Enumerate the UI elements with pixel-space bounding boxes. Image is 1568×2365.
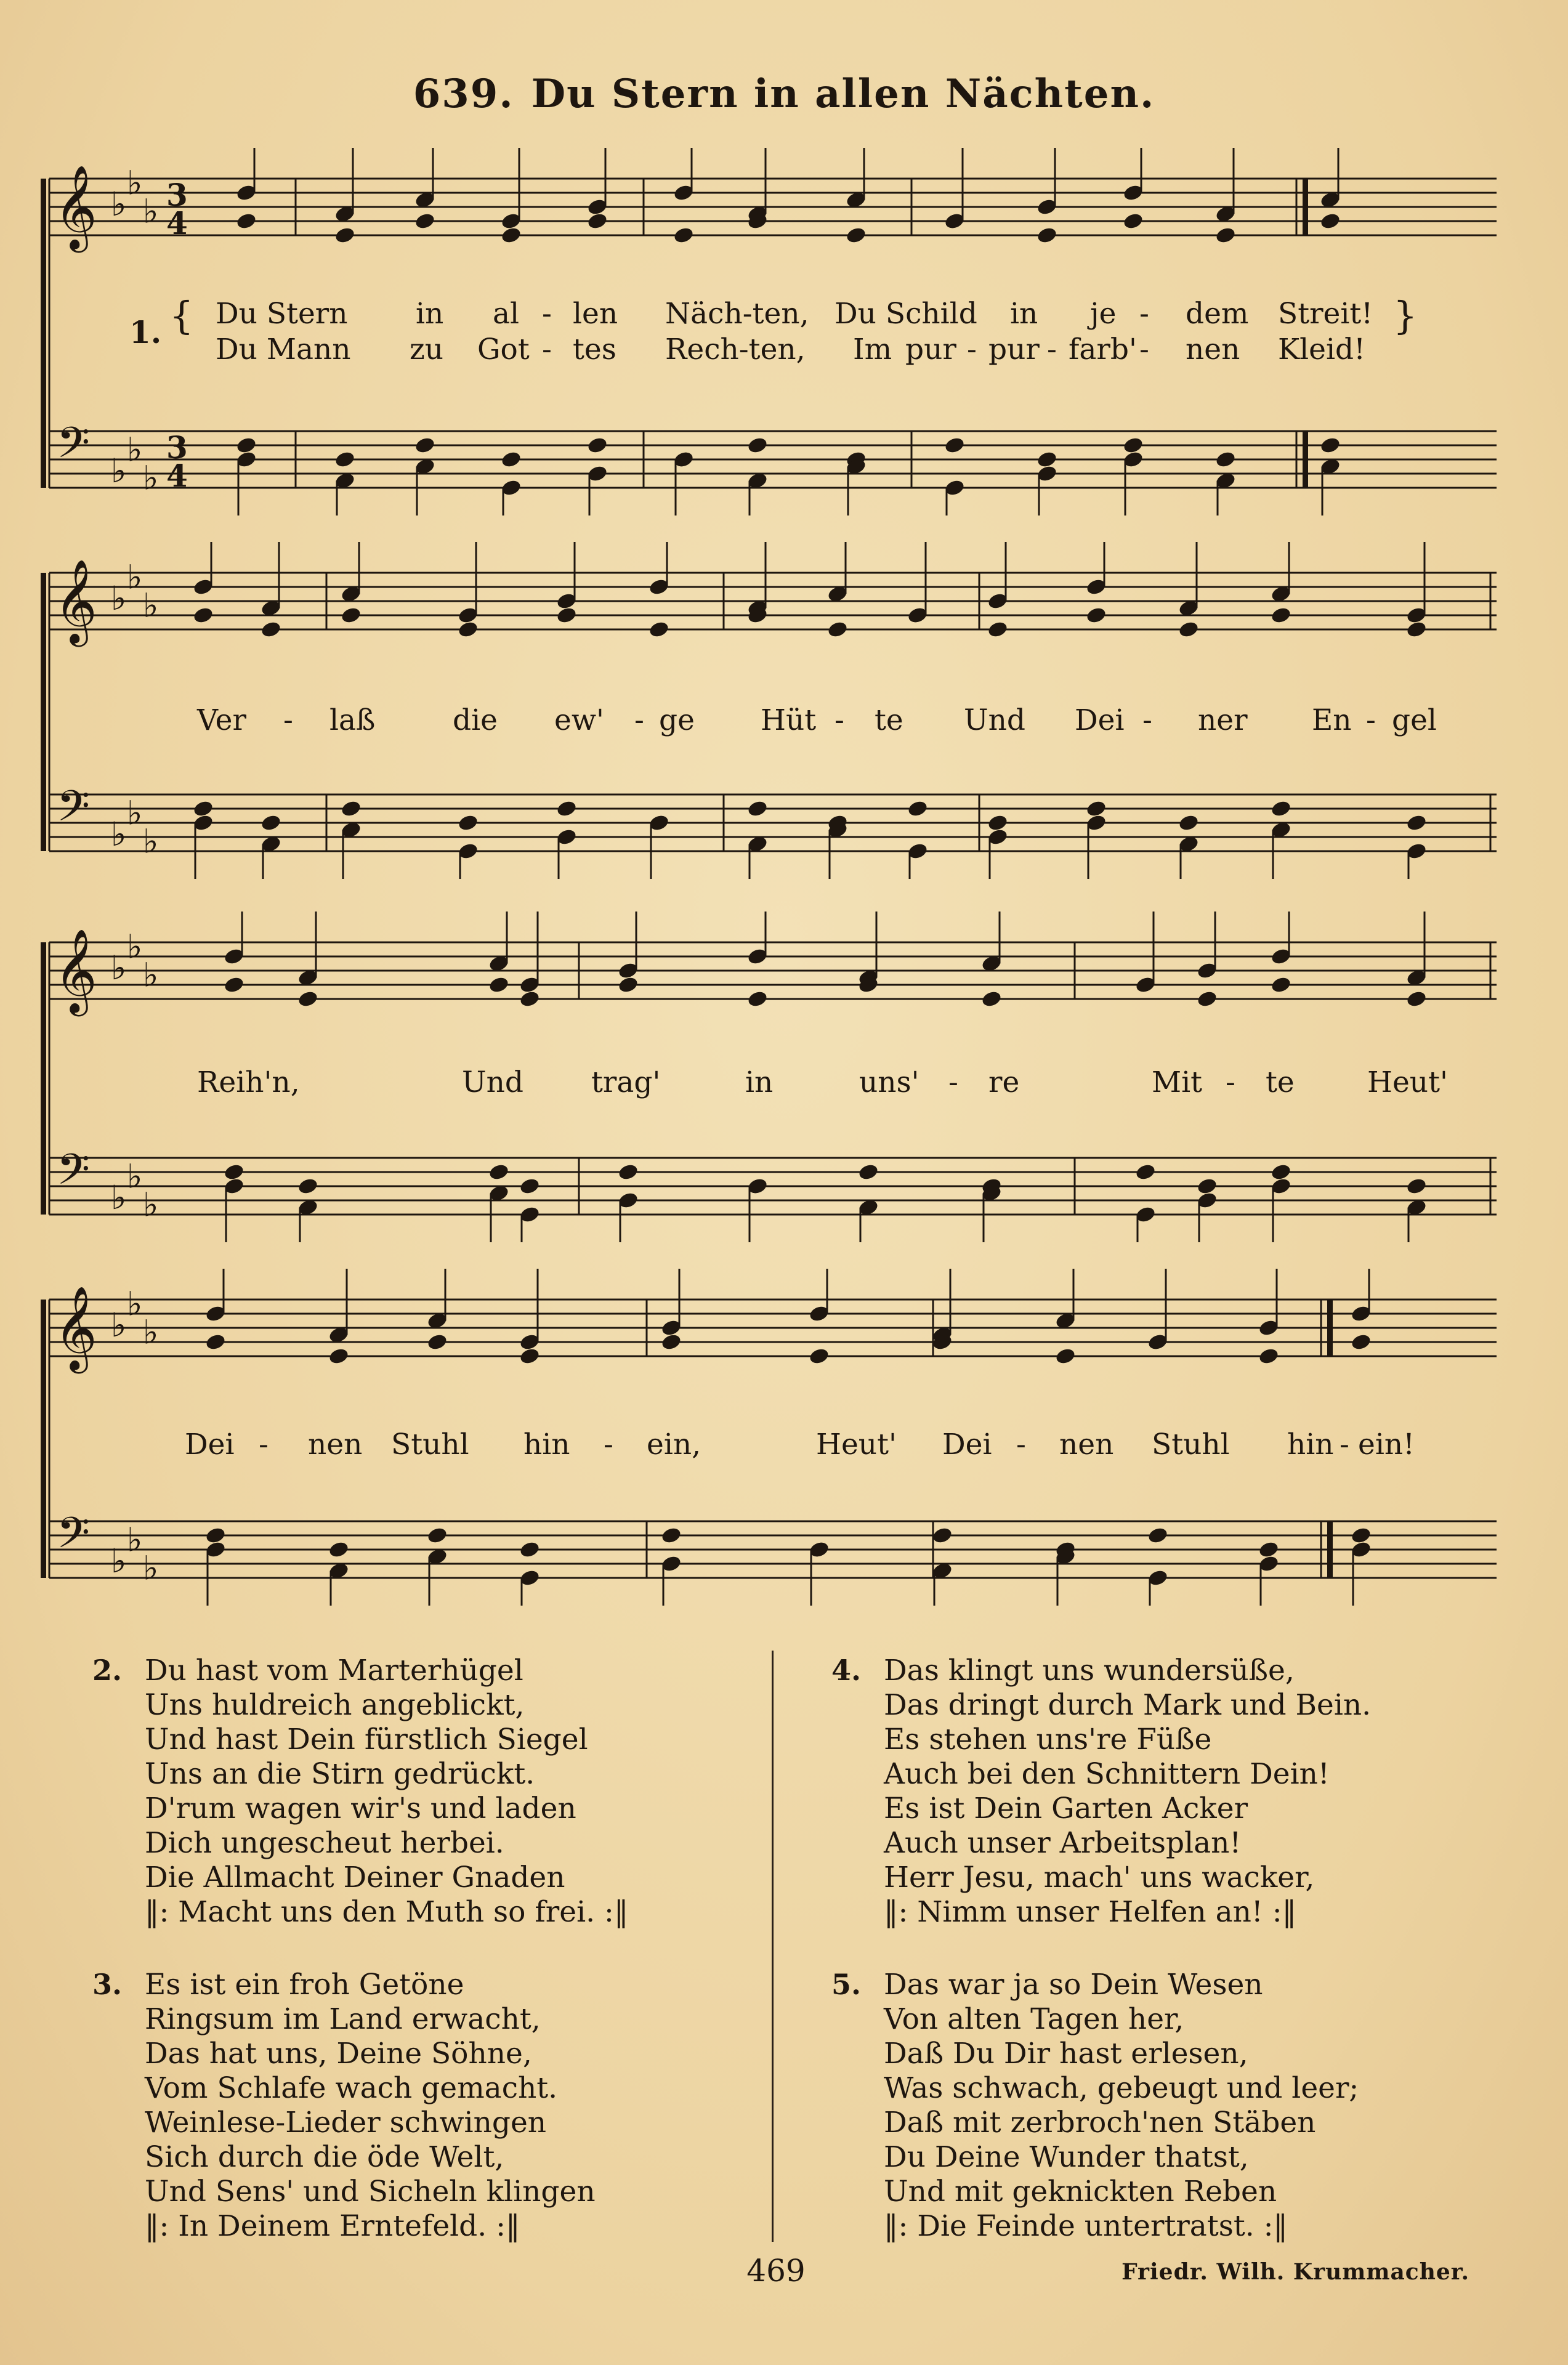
stanza-line: Ringsum im Land erwacht, (145, 2002, 541, 2036)
note-head (1122, 212, 1144, 231)
lyric-syllable: Dei (942, 1428, 992, 1461)
note-head (457, 620, 479, 639)
flat-icon: ♭ (111, 451, 127, 490)
lyric-syllable: farb' (1069, 333, 1137, 366)
system-bracket (41, 573, 46, 851)
lyric-syllable: tes (573, 333, 616, 366)
flat-icon: ♭ (143, 586, 159, 625)
note-head (1085, 799, 1107, 819)
stanza-number: 4. (831, 1654, 862, 1687)
lyric-syllable: nen (1186, 333, 1240, 366)
verse-number: 1. (129, 314, 162, 350)
lyric-hyphen: - (948, 1065, 958, 1099)
note-head (297, 990, 319, 1009)
stanza-line: Du Deine Wunder thatst, (884, 2140, 1249, 2174)
lyric-syllable: Hüt (761, 703, 817, 737)
note-head (488, 976, 510, 995)
note-head (1085, 606, 1107, 625)
stanza-line: Weinlese-Lieder schwingen (145, 2106, 547, 2140)
note-head (660, 1526, 682, 1545)
note-head (673, 226, 695, 245)
lyric-syllable: nen (1059, 1428, 1114, 1461)
flat-icon: ♭ (143, 822, 159, 861)
stanza-number: 2. (92, 1654, 123, 1687)
final-barline (1303, 179, 1308, 235)
author-credit: Friedr. Wilh. Krummacher. (1121, 2259, 1469, 2285)
lyric-syllable: Dei (185, 1428, 235, 1461)
note-head (1258, 1347, 1280, 1366)
lyric-syllable: Mit (1152, 1065, 1203, 1099)
lyric-syllable: nen (308, 1428, 363, 1461)
note-head (1122, 436, 1144, 455)
final-barline (1327, 1300, 1333, 1356)
note-head (1196, 1177, 1218, 1196)
lyric-syllable: gel (1392, 703, 1437, 737)
note-head (617, 976, 639, 995)
note-head (1036, 450, 1058, 469)
lyric-syllable: te (1266, 1065, 1295, 1099)
note-head (1405, 814, 1428, 833)
lyric-syllable: Streit! (1278, 297, 1373, 331)
stanza-line: Was schwach, gebeugt und leer; (884, 2071, 1359, 2105)
stanza-line: Das hat uns, Deine Söhne, (145, 2037, 532, 2071)
note-head (845, 226, 867, 245)
note-head (746, 990, 769, 1009)
note-head (1178, 814, 1200, 833)
lyric-hyphen: - (1047, 333, 1057, 366)
flat-icon: ♭ (111, 948, 127, 987)
note-head (1350, 1333, 1372, 1352)
stanza-number: 5. (831, 1968, 862, 2001)
lyric-syllable: len (573, 297, 618, 331)
note-head (857, 1163, 879, 1182)
lyric-syllable: re (988, 1065, 1020, 1099)
lyric-hyphen: - (283, 703, 293, 737)
final-barline (1327, 1521, 1333, 1578)
note-head (519, 990, 541, 1009)
lyric-hyphen: - (1016, 1428, 1026, 1461)
lyric-syllable: zu (410, 333, 444, 366)
flat-icon: ♭ (127, 163, 143, 203)
flat-icon: ♭ (127, 927, 143, 966)
stanza-line: Auch bei den Schnittern Dein! (884, 1757, 1330, 1791)
stanza-line: Und Sens' und Sicheln klingen (145, 2175, 596, 2209)
note-head (1258, 1540, 1280, 1559)
lyric-syllable: Kleid! (1278, 333, 1365, 366)
lyric-syllable: hin (1287, 1428, 1334, 1461)
lyric-syllable: Und (462, 1065, 523, 1099)
bass-clef-icon: 𝄢 (57, 418, 91, 478)
left-brace: { (169, 293, 194, 338)
stanza-line: Daß mit zerbroch'nen Stäben (884, 2106, 1316, 2140)
note-head (519, 1347, 541, 1366)
note-head (1405, 620, 1428, 639)
flat-icon: ♭ (111, 815, 127, 854)
lyric-hyphen: - (1340, 1428, 1349, 1461)
note-head (931, 1526, 953, 1545)
lyric-syllable: trag' (591, 1065, 661, 1099)
note-head (519, 1177, 541, 1196)
note-head (426, 1526, 448, 1545)
flat-icon: ♭ (111, 1542, 127, 1580)
note-head (328, 1347, 350, 1366)
stanza-line: Vom Schlafe wach gemacht. (145, 2071, 558, 2105)
system-bracket (41, 1300, 46, 1578)
note-head (826, 620, 849, 639)
note-head (1214, 226, 1237, 245)
note-head (500, 450, 522, 469)
stanza-line: ‖: Nimm unser Helfen an! :‖ (884, 1895, 1297, 1929)
lyric-syllable: die (453, 703, 498, 737)
note-head (334, 226, 356, 245)
note-head (987, 814, 1009, 833)
lyric-syllable: Stuhl (391, 1428, 469, 1461)
note-head (223, 976, 245, 995)
note-head (519, 1540, 541, 1559)
treble-clef-icon: 𝄞 (54, 164, 97, 249)
lyric-syllable: ge (659, 703, 695, 737)
note-head (1270, 976, 1292, 995)
note-head (426, 1333, 448, 1352)
note-head (223, 1163, 245, 1182)
stanza-line: Sich durch die öde Welt, (145, 2140, 504, 2174)
note-head (235, 212, 257, 231)
note-head (746, 799, 769, 819)
stanza-line: ‖: In Deinem Erntefeld. :‖ (145, 2209, 520, 2243)
time-signature-denominator: 4 (166, 458, 188, 494)
flat-icon: ♭ (127, 430, 143, 469)
stanza-4 (831, 1654, 1500, 1930)
note-head (328, 1540, 350, 1559)
note-head (1270, 606, 1292, 625)
lyric-hyphen: - (1142, 703, 1152, 737)
lyric-syllable: En (1312, 703, 1352, 737)
note-head (488, 1163, 510, 1182)
lyric-syllable: Im (853, 333, 892, 366)
flat-icon: ♭ (143, 955, 159, 995)
lyric-syllable: hin (523, 1428, 570, 1461)
note-head (1054, 1347, 1077, 1366)
lyric-hyphen: - (259, 1428, 269, 1461)
stanza-line: Die Allmacht Deiner Gnaden (145, 1861, 565, 1894)
lyric-syllable: dem (1186, 297, 1249, 331)
bass-clef-icon: 𝄢 (57, 1508, 91, 1568)
flat-icon: ♭ (143, 1312, 159, 1352)
lyric-hyphen: - (634, 703, 644, 737)
stanza-line: Das war ja so Dein Wesen (884, 1968, 1263, 2002)
lyric-syllable: je (1090, 297, 1117, 331)
lyric-syllable: ein, (647, 1428, 701, 1461)
lyric-hyphen: - (835, 703, 844, 737)
flat-icon: ♭ (127, 557, 143, 597)
note-head (907, 799, 929, 819)
note-head (1405, 990, 1428, 1009)
note-head (808, 1347, 830, 1366)
stanza-line: Es stehen uns're Füße (884, 1723, 1212, 1757)
lyric-syllable: Reih'n, (197, 1065, 300, 1099)
lyric-syllable: in (416, 297, 444, 331)
final-barline (1303, 431, 1308, 488)
stanza-line: Es ist ein froh Getöne (145, 1968, 464, 2002)
flat-icon: ♭ (127, 1520, 143, 1559)
flat-icon: ♭ (111, 1306, 127, 1344)
note-head (586, 436, 608, 455)
time-signature-numerator: 3 (166, 429, 188, 466)
stanza-2 (92, 1654, 761, 1930)
stanza-line: Uns an die Stirn gedrückt. (145, 1757, 535, 1791)
lyric-syllable: Du Mann (216, 333, 351, 366)
note-head (980, 990, 1003, 1009)
stanza-line: Und mit geknickten Reben (884, 2175, 1277, 2209)
lyric-syllable: Du Schild (835, 297, 977, 331)
flat-icon: ♭ (111, 1178, 127, 1217)
flat-icon: ♭ (127, 793, 143, 833)
lyric-syllable: laß (329, 703, 376, 737)
note-head (192, 606, 214, 625)
lyric-syllable: Rech-ten, (665, 333, 806, 366)
note-head (1196, 990, 1218, 1009)
stanza-line: Es ist Dein Garten Acker (884, 1792, 1248, 1825)
stanza-line: Dich ungescheut herbei. (145, 1826, 504, 1860)
lyric-hyphen: - (542, 297, 552, 331)
stanza-line: Das klingt uns wundersüße, (884, 1654, 1295, 1688)
note-head (1214, 450, 1237, 469)
note-head (1350, 1526, 1372, 1545)
column-divider (772, 1651, 774, 2242)
lyric-syllable: Dei (1075, 703, 1125, 737)
lyric-syllable: te (875, 703, 903, 737)
stanza-line: D'rum wagen wir's und laden (145, 1792, 576, 1825)
lyric-syllable: uns' (859, 1065, 919, 1099)
lyric-syllable: pur (988, 333, 1040, 366)
lyric-syllable: ew' (554, 703, 604, 737)
note-head (1036, 226, 1058, 245)
note-head (586, 212, 608, 231)
note-head (1147, 1526, 1169, 1545)
right-brace: } (1393, 293, 1418, 338)
lyric-syllable: ner (1198, 703, 1248, 737)
note-head (204, 1526, 227, 1545)
stanza-line: Auch unser Arbeitsplan! (884, 1826, 1242, 1860)
bass-clef-icon: 𝄢 (57, 1144, 91, 1205)
system-bracket (41, 942, 46, 1215)
page-number: 469 (746, 2253, 806, 2289)
treble-clef-icon: 𝄞 (54, 928, 97, 1013)
note-head (1134, 1163, 1157, 1182)
note-head (1405, 1177, 1428, 1196)
treble-clef-icon: 𝄞 (54, 558, 97, 643)
flat-icon: ♭ (143, 1548, 159, 1588)
flat-icon: ♭ (143, 1185, 159, 1224)
lyric-syllable: pur (905, 333, 956, 366)
stanza-line: ‖: Die Feinde untertratst. :‖ (884, 2209, 1288, 2243)
note-head (340, 799, 362, 819)
lyric-hyphen: - (1139, 297, 1149, 331)
flat-icon: ♭ (127, 1284, 143, 1324)
stanza-line: Daß Du Dir hast erlesen, (884, 2037, 1248, 2071)
note-head (260, 814, 282, 833)
note-head (340, 606, 362, 625)
lyric-syllable: Ver (197, 703, 246, 737)
lyric-syllable: Näch-ten, (665, 297, 809, 331)
note-head (192, 799, 214, 819)
lyric-syllable: Und (964, 703, 1025, 737)
note-head (500, 226, 522, 245)
stanza-5 (831, 1968, 1500, 2244)
note-head (1270, 1163, 1292, 1182)
lyric-hyphen: - (1139, 333, 1149, 366)
note-head (414, 436, 436, 455)
note-head (944, 436, 966, 455)
stanza-number: 3. (92, 1968, 123, 2001)
lyric-syllable: Du Stern (216, 297, 348, 331)
note-head (746, 436, 769, 455)
lyric-hyphen: - (542, 333, 552, 366)
note-head (204, 1333, 227, 1352)
time-signature-denominator: 4 (166, 205, 188, 241)
note-head (260, 620, 282, 639)
note-head (987, 620, 1009, 639)
stanza-line: Herr Jesu, mach' uns wacker, (884, 1861, 1315, 1894)
hymn-number: 639. (413, 71, 514, 117)
system-bracket (41, 179, 46, 488)
note-head (235, 436, 257, 455)
note-head (334, 450, 356, 469)
note-head (660, 1333, 682, 1352)
note-head (1319, 212, 1341, 231)
flat-icon: ♭ (143, 192, 159, 231)
note-head (1178, 620, 1200, 639)
lyric-syllable: in (1010, 297, 1038, 331)
bass-clef-icon: 𝄢 (57, 781, 91, 841)
stanza-line: Das dringt durch Mark und Bein. (884, 1688, 1372, 1722)
treble-clef-icon: 𝄞 (54, 1285, 97, 1370)
stanza-line: Du hast vom Marterhügel (145, 1654, 523, 1688)
flat-icon: ♭ (127, 1157, 143, 1196)
flat-icon: ♭ (111, 185, 127, 224)
note-head (556, 606, 578, 625)
time-signature-numerator: 3 (166, 177, 188, 213)
flat-icon: ♭ (143, 458, 159, 498)
lyric-syllable: Got (477, 333, 530, 366)
note-head (1319, 436, 1341, 455)
lyric-hyphen: - (1366, 703, 1376, 737)
note-head (1270, 799, 1292, 819)
lyric-hyphen: - (967, 333, 977, 366)
flat-icon: ♭ (111, 579, 127, 618)
note-head (617, 1163, 639, 1182)
stanza-line: Von alten Tagen her, (884, 2002, 1184, 2036)
lyric-syllable: Heut' (1367, 1065, 1448, 1099)
stanza-3 (92, 1968, 761, 2244)
note-head (648, 620, 670, 639)
lyric-syllable: in (745, 1065, 774, 1099)
stanza-line: Uns huldreich angeblickt, (145, 1688, 525, 1722)
lyric-hyphen: - (604, 1428, 613, 1461)
note-head (414, 212, 436, 231)
note-head (297, 1177, 319, 1196)
hymn-title-text: Du Stern in allen Nächten. (531, 71, 1155, 117)
stanza-line: ‖: Macht uns den Muth so frei. :‖ (145, 1895, 629, 1929)
lyric-hyphen: - (1226, 1065, 1235, 1099)
lyric-syllable: Stuhl (1152, 1428, 1230, 1461)
lyric-syllable: ein! (1358, 1428, 1415, 1461)
note-head (457, 814, 479, 833)
lyric-syllable: al (493, 297, 520, 331)
stanza-line: Und hast Dein fürstlich Siegel (145, 1723, 588, 1757)
note-head (556, 799, 578, 819)
lyric-syllable: Heut' (816, 1428, 897, 1461)
